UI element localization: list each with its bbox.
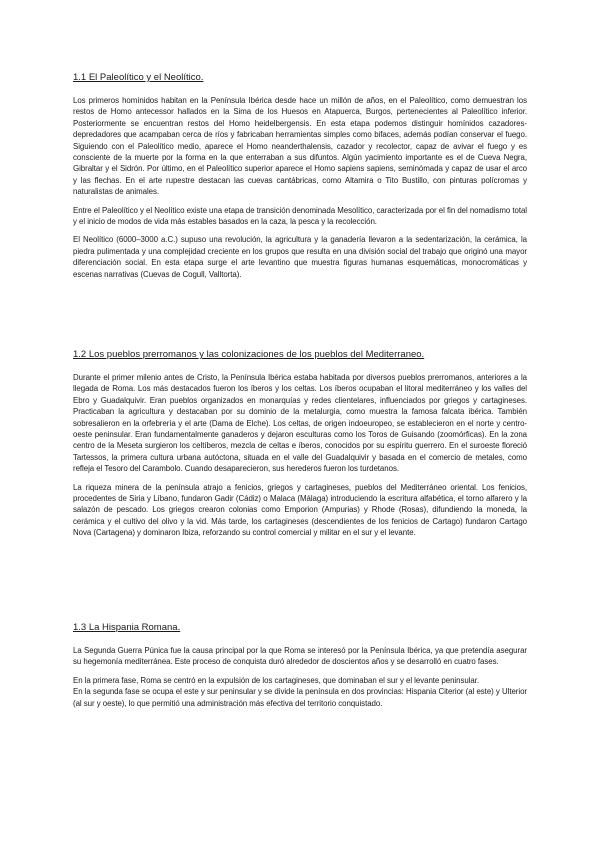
paragraph: La Segunda Guerra Púnica fue la causa principal por la que Roma se interesó por la Península Ibérica, ya que pretendía asegurar su hegemonía mediterránea. Este proceso de conquista duró alrededor de doscientos años y se desarrolló en cuatro fases. (73, 646, 527, 667)
paragraph: Los primeros homínidos habitan en la Península Ibérica desde hace un millón de años, en el Paleolítico, como demuestran los restos de Homo antecessor hallados en la Sima de los Huesos en Atapuerca, Burgos, pertenecientes al Paleolítico inferior. Posteriormente se encuentran restos del Homo heidelbergensis. En esta etapa podemos distinguir homínidos cazadores-depredadores que acampaban cerca de ríos y fabricaban herramientas simples como bifaces, además podían conservar el fuego. Siguiendo con el Paleolítico medio, aparece el Homo neanderthalensis, cazador y recolector, capaz de avivar el fuego y es consciente de la muerte por la forma en la que enterraban a sus difuntos. Algún yacimiento importante es el de Cueva Negra, Gibraltar y el Sidrón. Por último, en el Paleolítico superior aparece el Homo sapiens sapiens, seminómada y capaz de usar el arco y las flechas. En el arte rupestre destacan las cuevas cantábricas, como Altamira o Tito Bustillo, con pinturas polícromas y naturalistas de animales. (73, 96, 527, 197)
section-pueblos-prerromanos (73, 349, 527, 546)
paragraph: En la segunda fase se ocupa el este y sur peninsular y se divide la península en dos provincias: Hispania Citerior (al este) y Ulterior (al sur y oeste), lo que permitió una administración más efectiva del territorio conquistado. (73, 687, 527, 708)
paragraph: La riqueza minera de la península atrajo a fenicios, griegos y cartagineses, pueblos del Mediterráneo oriental. Los fenicios, procedentes de Siria y Líbano, fundaron Gadir (Cádiz) o Malaca (Málaga) introduciendo la escritura alfabética, el torno alfarero y la salazón de pescado. Los griegos crearon colonias como Emporion (Ampurias) y Rhode (Rosas), difundiendo la moneda, la cerámica y el cultivo del olivo y la vid. Más tarde, los cartagineses (descendientes de los fenicios de Cartago) fundaron Cartago Nova (Cartagena) y dominaron Ibiza, reforzando su control comercial y militar en el sur y el levante. (73, 482, 527, 538)
paragraph: En la primera fase, Roma se centró en la expulsión de los cartagineses, que dominaban el sur y el levante peninsular. (73, 675, 480, 685)
section-hispania-romana (73, 622, 527, 716)
paragraph: El Neolítico (6000–3000 a.C.) supuso una revolución, la agricultura y la ganadería llevaron a la sedentarización, la cerámica, la piedra pulimentada y una complejidad creciente en los grupos que resulta en una división social del trabajo que originó una mayor diferenciación social. En esta etapa surge el arte levantino que muestra figuras humanas esquemáticas, monocromáticas y escenas narrativas (Cuevas de Cogull, Valltorta). (73, 235, 527, 279)
section-heading: 1.3 La Hispania Romana. (73, 622, 181, 633)
section-heading: 1.2 Los pueblos prerromanos y las colonizaciones de los pueblos del Mediterraneo. (73, 349, 425, 360)
section-heading: 1.1 El Paleolítico y el Neolítico. (73, 72, 204, 83)
section-paleolitico-neolitico (73, 72, 527, 287)
paragraph: Durante el primer milenio antes de Cristo, la Península Ibérica estaba habitada por diversos pueblos prerromanos, anteriores a la llegada de Roma. Los más destacados fueron los íberos y los celtas. Los íberos ocupaban el litoral mediterráneo y los valles del Ebro y Guadalquivir. Eran pueblos organizados en monarquías y redes clientelares, influenciados por griegos y cartagineses. Practicaban la agricultura y destacaban por su dominio de la metalurgia, como muestra la famosa falcata ibérica. También sobresalieron en la orfebrería y el arte (Dama de Elche). Los celtas, de origen indoeuropeo, se establecieron en el norte y centro-oeste peninsular. Eran fundamentalmente ganaderos y dejaron esculturas como los Toros de Guisando (zoomórficas). En la zona centro de la Meseta surgieron los celtíberos, mezcla de celtas e íberos, conocidos por su espíritu guerrero. En el suroeste floreció Tartessos, la primera cultura urbana autóctona, situada en el valle del Guadalquivir y basada en el comercio de metales, como refleja el Tesoro del Carambolo. Cuando desaparecieron, sus herederos fueron los turdetanos. (73, 373, 527, 474)
paragraph: Entre el Paleolítico y el Neolítico existe una etapa de transición denominada Mesolítico, caracterizada por el fin del nomadismo total y el inicio de modos de vida más estables basados en la caza, la pesca y la recolección. (73, 205, 527, 227)
